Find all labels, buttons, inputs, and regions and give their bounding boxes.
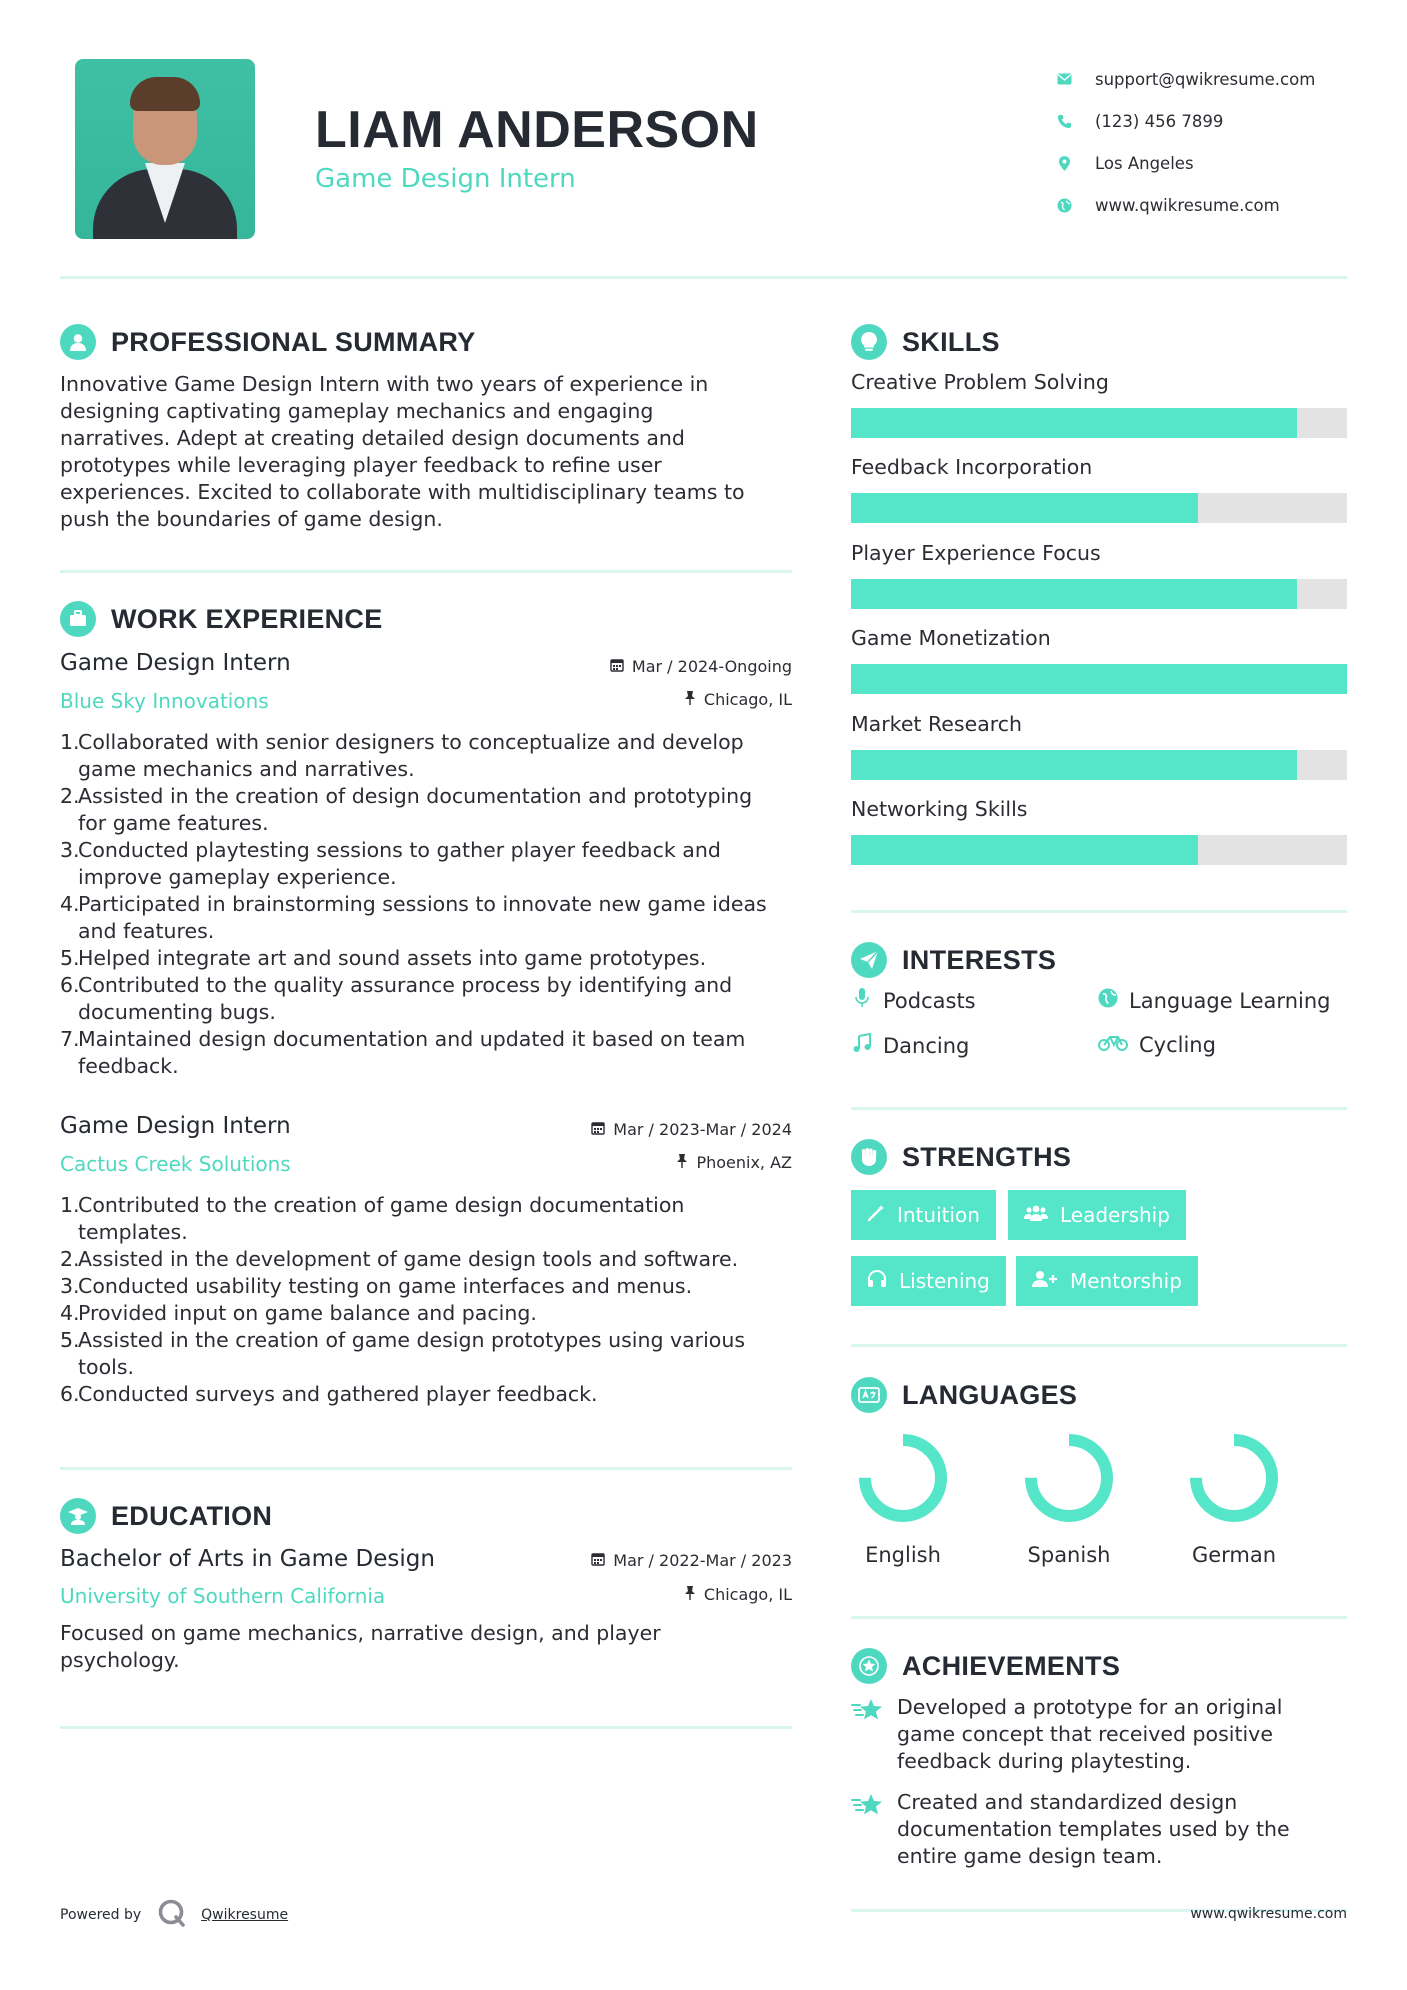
briefcase-icon	[60, 601, 96, 637]
contact-email[interactable]: support@qwikresume.com	[1055, 58, 1315, 100]
achievement-item: Created and standardized design documentation templates used by the entire game design team.	[851, 1789, 1290, 1870]
list-item: 6. Conducted surveys and gathered player feedback.	[60, 1382, 598, 1406]
skill-bar-fill	[851, 750, 1297, 780]
magic-wand-icon	[867, 1203, 885, 1227]
language-level-arc	[1031, 1440, 1107, 1516]
music-note-icon	[851, 1033, 873, 1058]
strength-intuition: Intuition	[851, 1190, 996, 1240]
job-1-company: Blue Sky Innovations	[60, 689, 269, 713]
shooting-star-icon	[851, 1791, 885, 1870]
graduate-icon	[60, 1498, 96, 1534]
skills-heading: SKILLS	[851, 324, 1000, 360]
achievements-heading: ACHIEVEMENTS	[851, 1648, 1120, 1684]
strength-listening: Listening	[851, 1256, 1006, 1306]
education-date: Mar / 2022-Mar / 2023	[500, 1551, 792, 1570]
skill-bar	[851, 835, 1347, 865]
language-level-arc	[865, 1440, 941, 1516]
pushpin-icon	[684, 690, 696, 709]
interests-divider	[851, 1107, 1347, 1110]
skill-bar-fill	[851, 493, 1198, 523]
footer-url[interactable]: www.qwikresume.com	[1190, 1906, 1347, 1922]
list-item: 3. Conducted usability testing on game interfaces and menus.	[60, 1274, 693, 1298]
skill-bar-fill	[851, 664, 1347, 694]
list-item: 1. Collaborated with senior designers to conceptualize and develop game mechanics and narratives.	[60, 730, 744, 781]
paper-plane-icon	[851, 942, 887, 978]
skill-label: Creative Problem Solving	[851, 370, 1109, 394]
skill-bar	[851, 664, 1347, 694]
calendar-icon	[591, 1120, 605, 1139]
pushpin-icon	[684, 1585, 696, 1604]
qwikresume-link[interactable]: Qwikresume	[201, 1907, 289, 1923]
skill-label: Feedback Incorporation	[851, 455, 1093, 480]
language-level-ring	[1184, 1428, 1284, 1528]
microphone-icon	[851, 988, 873, 1013]
interests-heading: INTERESTS	[851, 942, 1056, 978]
users-icon	[1024, 1203, 1048, 1227]
language-name: English	[865, 1543, 941, 1567]
skill-label: Market Research	[851, 711, 1023, 736]
contact-list	[1055, 58, 1315, 226]
skill-bar	[851, 493, 1347, 523]
language-icon	[851, 1377, 887, 1413]
award-star-icon	[851, 1648, 887, 1684]
footer-powered-by: Powered by Qwikresume	[60, 1898, 288, 1932]
skill-bar	[851, 408, 1347, 438]
skill-bar-fill	[851, 408, 1297, 438]
shooting-star-icon	[851, 1696, 885, 1775]
phone-icon	[1055, 112, 1073, 130]
job-2-duties	[60, 1192, 800, 1408]
list-item: 5. Helped integrate art and sound assets into game prototypes.	[60, 946, 707, 970]
job-2-date: Mar / 2023-Mar / 2024	[500, 1120, 792, 1139]
candidate-title: Game Design Intern	[315, 164, 576, 194]
skill-bar-fill	[851, 579, 1297, 609]
list-item: 2. Assisted in the development of game design tools and software.	[60, 1247, 739, 1271]
fist-icon	[851, 1139, 887, 1175]
globe-icon	[1097, 988, 1119, 1013]
user-plus-icon	[1032, 1269, 1058, 1293]
summary-heading: PROFESSIONAL SUMMARY	[60, 324, 476, 360]
skill-bar-fill	[851, 835, 1198, 865]
calendar-icon	[610, 657, 624, 676]
contact-phone[interactable]: (123) 456 7899	[1055, 100, 1315, 142]
list-item: 6. Contributed to the quality assurance process by identifying and documenting bugs.	[60, 973, 733, 1024]
email-icon	[1055, 70, 1073, 88]
summary-divider	[60, 570, 792, 573]
experience-divider	[60, 1467, 792, 1470]
language-level-arc	[1196, 1440, 1272, 1516]
strength-mentorship: Mentorship	[1016, 1256, 1198, 1306]
job-2-location: Phoenix, AZ	[500, 1153, 792, 1172]
list-item: 3. Conducted playtesting sessions to gather player feedback and improve gameplay experience.	[60, 838, 721, 889]
list-item: 1. Contributed to the creation of game design documentation templates.	[60, 1193, 685, 1244]
job-2-title: Game Design Intern	[60, 1113, 291, 1139]
experience-heading: WORK EXPERIENCE	[60, 601, 383, 637]
interest-language-learning: Language Learning	[1097, 988, 1330, 1013]
location-pin-icon	[1055, 154, 1073, 172]
candidate-name: LIAM ANDERSON	[315, 101, 759, 159]
summary-text: Innovative Game Design Intern with two years of experience in designing captivating gameplay mechanics and engaging narratives. Adept at creating detailed design documents and prototypes while leveraging player feedback to refine user experiences. Excited to collaborate with multidisciplinary teams to push the boundaries of game design.	[60, 372, 745, 531]
job-1-date: Mar / 2024-Ongoing	[500, 657, 792, 676]
education-description: Focused on game mechanics, narrative design, and player psychology.	[60, 1621, 661, 1672]
strength-leadership: Leadership	[1008, 1190, 1186, 1240]
profile-photo	[75, 59, 255, 239]
skills-divider	[851, 910, 1347, 913]
job-1-duties	[60, 729, 800, 1080]
job-1-location: Chicago, IL	[500, 690, 792, 709]
globe-icon	[1055, 196, 1073, 214]
skill-label: Player Experience Focus	[851, 540, 1101, 565]
skill-label: Networking Skills	[851, 797, 1028, 821]
list-item: 4. Provided input on game balance and pacing.	[60, 1301, 537, 1325]
education-divider	[60, 1726, 792, 1729]
language-level-ring	[853, 1428, 953, 1528]
interest-dancing: Dancing	[851, 1033, 969, 1058]
job-1-title: Game Design Intern	[60, 650, 291, 676]
bicycle-icon	[1097, 1033, 1129, 1057]
user-icon	[60, 324, 96, 360]
language-name: German	[1191, 1543, 1277, 1567]
achievement-item: Developed a prototype for an original game concept that received positive feedback during playtesting.	[851, 1694, 1282, 1775]
header-divider	[60, 276, 1347, 279]
list-item: 2. Assisted in the creation of design documentation and prototyping for game features.	[60, 784, 753, 835]
contact-location: Los Angeles	[1055, 142, 1315, 184]
skill-bar	[851, 750, 1347, 780]
language-level-ring	[1019, 1428, 1119, 1528]
calendar-icon	[591, 1551, 605, 1570]
skill-label: Game Monetization	[851, 626, 1051, 651]
list-item: 7. Maintained design documentation and updated it based on team feedback.	[60, 1027, 746, 1078]
languages-divider	[851, 1616, 1347, 1619]
strengths-divider	[851, 1344, 1347, 1347]
qwikresume-logo-icon	[157, 1898, 187, 1932]
list-item: 4. Participated in brainstorming sessions to innovate new game ideas and features.	[60, 892, 767, 943]
interest-podcasts: Podcasts	[851, 988, 976, 1013]
headphones-icon	[867, 1269, 887, 1293]
languages-heading: LANGUAGES	[851, 1377, 1077, 1413]
interest-cycling: Cycling	[1097, 1033, 1216, 1057]
education-heading: EDUCATION	[60, 1498, 272, 1534]
pushpin-icon	[676, 1153, 688, 1172]
language-name: Spanish	[1027, 1543, 1111, 1567]
strengths-heading: STRENGTHS	[851, 1139, 1071, 1175]
degree-title: Bachelor of Arts in Game Design	[60, 1546, 435, 1572]
lightbulb-icon	[851, 324, 887, 360]
skill-bar	[851, 579, 1347, 609]
school-name: University of Southern California	[60, 1584, 386, 1608]
job-2-company: Cactus Creek Solutions	[60, 1152, 291, 1176]
list-item: 5. Assisted in the creation of game design prototypes using various tools.	[60, 1328, 746, 1379]
contact-website[interactable]: www.qwikresume.com	[1055, 184, 1315, 226]
education-location: Chicago, IL	[500, 1585, 792, 1604]
